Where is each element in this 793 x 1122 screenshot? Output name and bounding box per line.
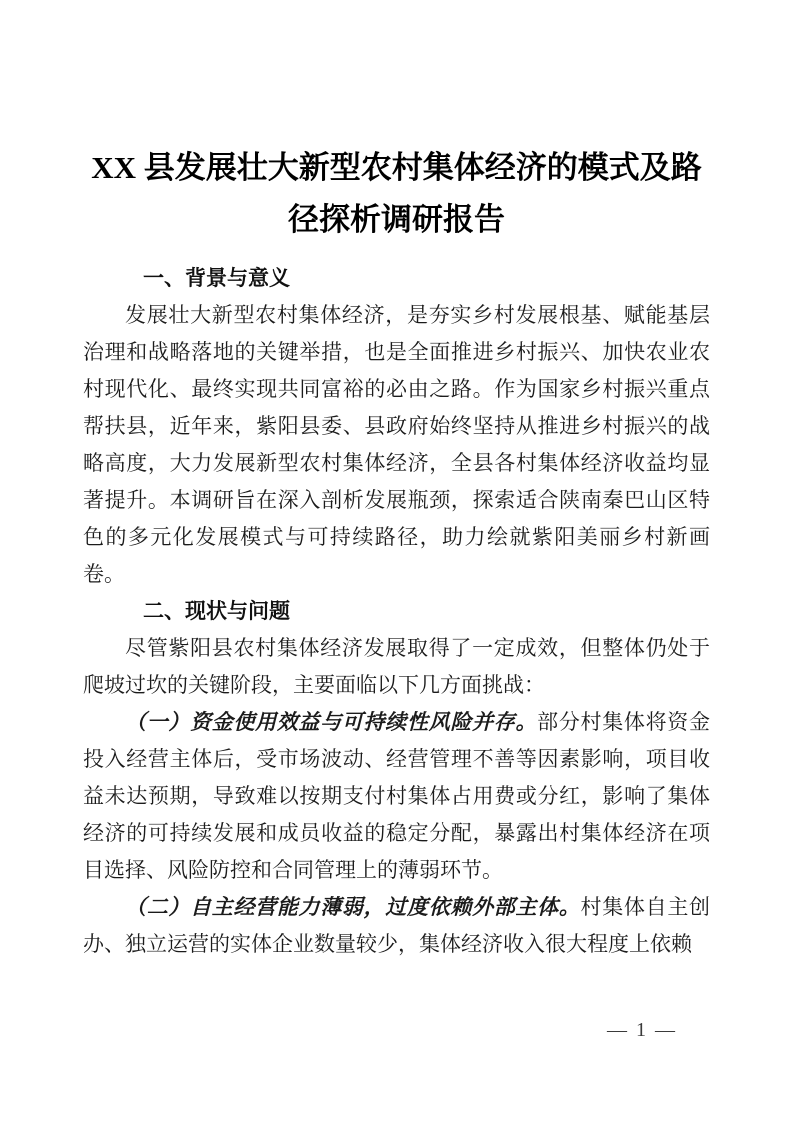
document-body	[83, 260, 710, 963]
issue-2-body: 村集体自主创办、独立运营的实体企业数量较少，集体经济收入很大程度上依赖	[83, 895, 711, 956]
section-heading-background: 一、背景与意义	[143, 267, 290, 290]
paragraph-issue-2	[83, 889, 710, 963]
issue-2-lead: （二）自主经营能力薄弱，过度依赖外部主体。	[125, 895, 581, 919]
paragraph-issue-1	[83, 704, 710, 889]
paragraph-status-intro: 尽管紫阳县农村集体经济发展取得了一定成效，但整体仍处于爬坡过坎的关键阶段，主要面临以下几方面挑战：	[83, 636, 710, 697]
page-number: — 1 —	[607, 1019, 677, 1041]
document-title: XX 县发展壮大新型农村集体经济的模式及路径探析调研报告	[91, 150, 702, 237]
section-heading-status: 二、现状与问题	[143, 600, 290, 623]
issue-1-body: 部分村集体将资金投入经营主体后，受市场波动、经营管理不善等因素影响，项目收益未达预期，导致难以按期支付村集体占用费或分红，影响了集体经济的可持续发展和成员收益的稳定分配，暴露出村集体经济在项目选择、风险防控和合同管理上的薄弱环节。	[83, 710, 711, 882]
paragraph-background: 发展壮大新型农村集体经济，是夯实乡村发展根基、赋能基层治理和战略落地的关键举措，也是全面推进乡村振兴、加快农业农村现代化、最终实现共同富裕的必由之路。作为国家乡村振兴重点帮扶县，近年来，紫阳县委、县政府始终坚持从推进乡村振兴的战略高度，大力发展新型农村集体经济，全县各村集体经济收益均显著提升。本调研旨在深入剖析发展瓶颈，探索适合陕南秦巴山区特色的多元化发展模式与可持续路径，助力绘就紫阳美丽乡村新画卷。	[83, 303, 710, 586]
issue-1-lead: （一）资金使用效益与可持续性风险并存。	[125, 710, 538, 734]
